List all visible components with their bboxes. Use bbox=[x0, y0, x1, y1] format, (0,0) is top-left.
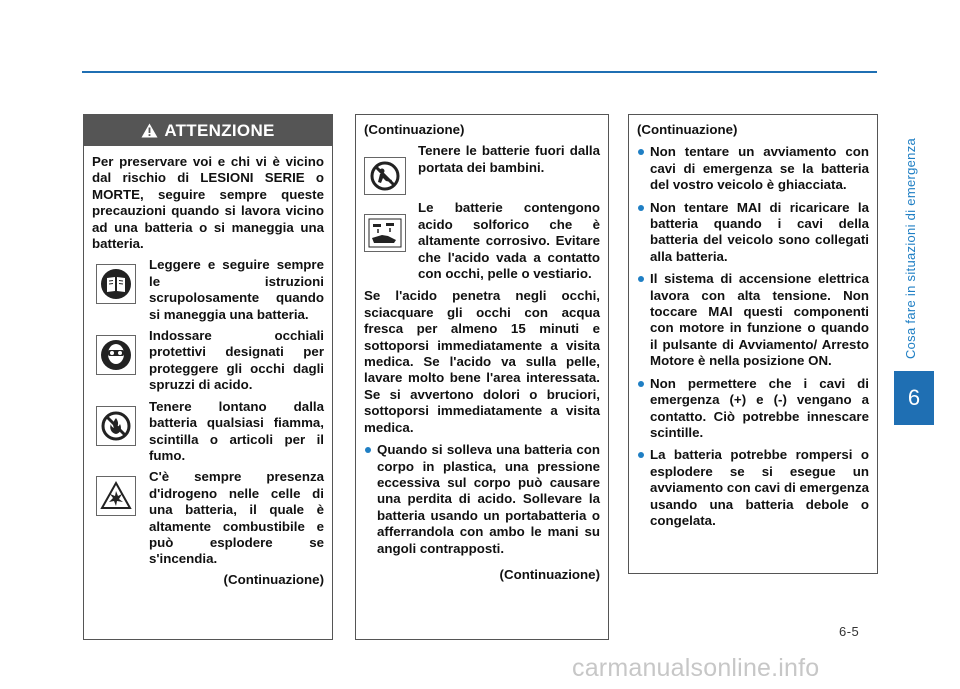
warning-item-text: Indossare occhiali protettivi designati per proteggere gli occhi dagli spruzzi di acido. bbox=[149, 328, 324, 393]
bullet-item: Non tentare MAI di ricaricare la batteria quando i cavi della batteria del veicolo sono collegati alla batteria. bbox=[637, 200, 869, 266]
bullet-item: Il sistema di accensione elettrica lavora con alta tensione. Non toccare MAI questi componenti con motore in funzione o quando il pulsante di Avviamento/ Arresto Motore è nella posizione ON. bbox=[637, 271, 869, 369]
warning-item bbox=[356, 143, 608, 195]
warning-box bbox=[83, 114, 333, 640]
warning-item bbox=[356, 200, 608, 282]
header-rule bbox=[82, 71, 877, 73]
bullet-list bbox=[629, 144, 877, 529]
chapter-tab: 6 bbox=[894, 371, 934, 425]
bullet-item: Non tentare un avviamento con cavi di emergenza se la batteria del vostro veicolo è ghiacciata. bbox=[637, 144, 869, 193]
warning-item bbox=[84, 257, 332, 323]
keep-away-children-icon bbox=[364, 157, 406, 195]
page-number: 6-5 bbox=[839, 624, 860, 639]
explosion-icon bbox=[96, 476, 136, 516]
warning-item-text: Leggere e seguire sempre le istruzioni scrupolosamente quando si maneggia una batteria. bbox=[149, 257, 324, 322]
continuation-label: (Continuazione) bbox=[223, 571, 324, 587]
warning-item bbox=[84, 469, 332, 567]
continuation-box bbox=[628, 114, 878, 574]
warning-triangle-icon bbox=[141, 123, 158, 138]
chapter-side-title-text: Cosa fare in situazioni di emergenza bbox=[903, 137, 919, 359]
warning-title: ATTENZIONE bbox=[164, 120, 275, 140]
bullet-item: Quando si solleva una batteria con corpo in plastica, una pressione eccessiva sul corpo può causare una perdita di acido. Sollevare la batteria usando un portabatteria o afferrandola con ambo le mani su angoli contrapposti. bbox=[364, 442, 600, 557]
bullet-list bbox=[356, 442, 608, 557]
continuation-heading: (Continuazione) bbox=[364, 122, 465, 137]
bullet-item: La batteria potrebbe rompersi o esplodere se si esegue un avviamento con cavi di emergenza usando una batteria debole o congelata. bbox=[637, 447, 869, 529]
warning-item bbox=[84, 399, 332, 465]
warning-item-text: Tenere le batterie fuori dalla portata dei bambini. bbox=[418, 143, 600, 175]
bullet-item: Non permettere che i cavi di emergenza (+) e (-) vengano a contatto. Ciò potrebbe innescare scintille. bbox=[637, 376, 869, 442]
continuation-label: (Continuazione) bbox=[499, 566, 600, 582]
safety-goggles-icon bbox=[96, 335, 136, 375]
continuation-heading: (Continuazione) bbox=[637, 122, 738, 137]
chapter-side-title bbox=[888, 137, 934, 360]
warning-intro: Per preservare voi e chi vi è vicino dal rischio di LESIONI SERIE o MORTE, seguire sempre queste precauzioni quando si lavora vicino ad una batteria o si maneggia una batteria. bbox=[92, 154, 324, 252]
warning-item-text: C'è sempre presenza d'idrogeno nelle celle di una batteria, il quale è altamente combustibile e può esplodere se s'incendia. bbox=[149, 469, 324, 567]
continuation-box bbox=[355, 114, 609, 640]
warning-item bbox=[84, 328, 332, 394]
acid-first-aid-paragraph: Se l'acido penetra negli occhi, sciacquare gli occhi con acqua fresca per almeno 15 minuti e sottoporsi immediatamente a visita medica. Se l'acido va sulla pelle, lavare molto bene l'area interessata. Se si avvertono dolori o bruciori, sottoporsi immediatamente a visita medica. bbox=[364, 288, 600, 435]
warning-item-text: Le batterie contengono acido solforico che è altamente corrosivo. Evitare che l'acido vada a contatto con occhi, pelle o vestiario. bbox=[418, 200, 600, 282]
manual-book-icon bbox=[96, 264, 136, 304]
no-flame-icon bbox=[96, 406, 136, 446]
corrosive-acid-icon bbox=[364, 214, 406, 252]
watermark: carmanualsonline.info bbox=[572, 654, 820, 682]
warning-header bbox=[84, 115, 332, 146]
warning-item-text: Tenere lontano dalla batteria qualsiasi fiamma, scintilla o articoli per il fumo. bbox=[149, 398, 324, 463]
